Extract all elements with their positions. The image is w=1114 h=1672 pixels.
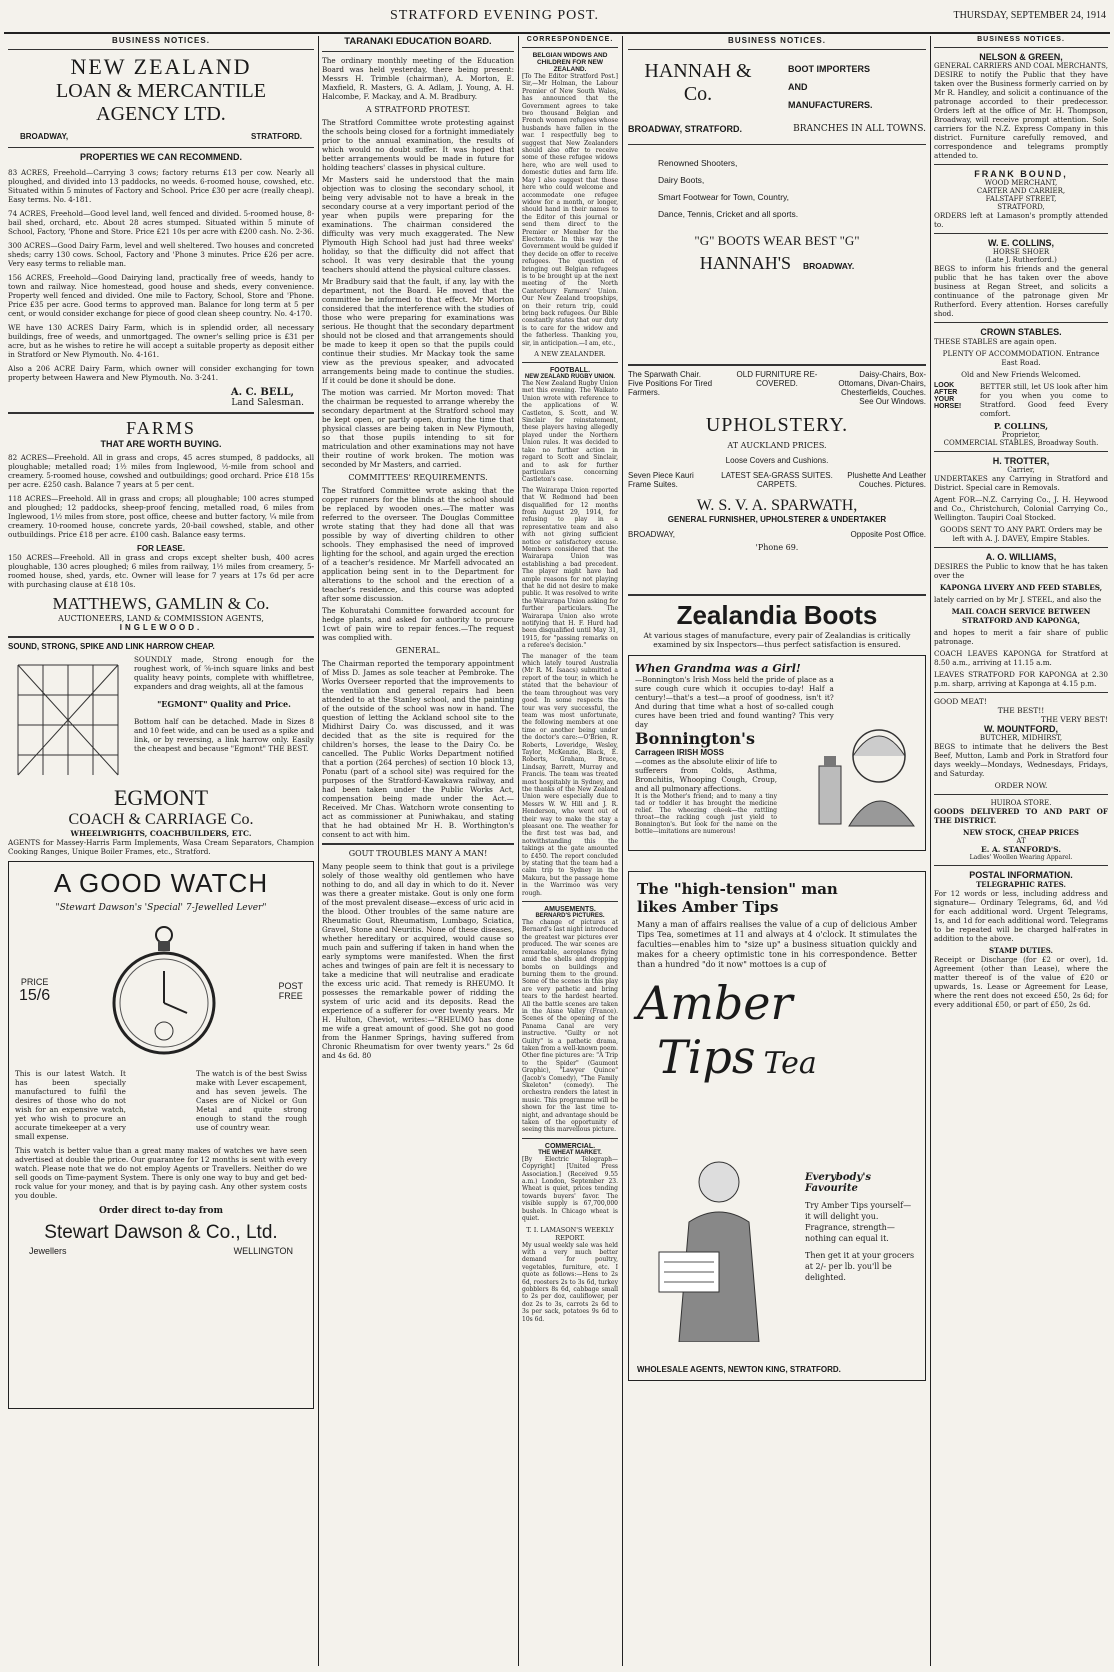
column-3 [522, 36, 618, 1666]
letter-signature: A NEW ZEALANDER. [534, 350, 606, 359]
notice-subheading: TELEGRAPHIC RATES. [976, 880, 1066, 889]
advert-text: —Bonnington's Irish Moss held the pride of place as a sure cough cure which it occupies to-day! Half a century!—that's a test—a proof of goodness, isn't it? And during that time what a host of so-called cough cures have been tried and found wanting? This very day [635, 675, 834, 729]
column-divider [518, 36, 519, 1666]
firm-name: W. E. COLLINS, [987, 238, 1054, 248]
stable-address: COMMERCIAL STABLES, Broadway South. [943, 439, 1099, 447]
bonnington-advert [628, 655, 926, 851]
article-subheading: GOUT TROUBLES MANY A MAN! [348, 849, 488, 858]
column-2 [322, 36, 514, 1666]
sparwath-advert [628, 370, 926, 590]
article-paragraph: My usual weekly sale was held with a very much better demand for poultry, vegetables, furniture, etc. I quote as follows:—Hens to 2s 6d, roosters 2s to 3s 6d, turkey gobblers 8s 6d, cabbage small to 2s per doz, cauliflower, per doz 2s to 3s, carrots 2s 6d to 3s per sack, potatoes 9s 6d to 10s 6d. [522, 1241, 618, 1323]
notice-text: PLENTY OF ACCOMMODATION. Entrance East Road. [942, 349, 1100, 367]
article-subheading: NEW ZEALAND RUGBY UNION. [524, 374, 616, 381]
advert-title: A GOOD WATCH [53, 868, 269, 898]
advert-footer: WHOLESALE AGENTS, NEWTON KING, STRATFORD. [637, 1365, 841, 1374]
farm-listing: 82 ACRES—Freehold. All in grass and crops, 45 acres stumped, 8 paddocks, all ploughable; metalled road; 1½ miles from Inglewood, ½-mile from school and creamery. 5-roomed house, cowshed and outbuildings; good orchard. Price £18 15s per acre. £250 cash. Balance 7 years at 5 per cent. [8, 453, 314, 489]
masthead [0, 8, 1114, 32]
notice-text: AT [1016, 837, 1026, 845]
furniture-offer: Seven Piece Kauri Frame Suites. [628, 471, 694, 489]
notice-text: BETTER still, let US look after him for you when you come to Stratford. Good feed Every comfort. [980, 382, 1108, 418]
notice-text: LEAVES STRATFORD FOR KAPONGA at 2.30 p.m. sharp, arriving at Kaponga at 4.15 p.m. [934, 670, 1108, 688]
firm-name: HANNAH & Co. [644, 60, 752, 105]
firm-city: WELLINGTON [233, 1246, 293, 1256]
article-paragraph: Mr Bradbury said that the fault, if any, lay with the department, not the Board. He moved that the committee be informed to that effect. Mr Morton considered that the interference with the studies of those who were preparing for examinations was serious. He thought that the secondary department should not be closed and that arrangements should be made to keep it open so that the pupils could continue their studies. Mr Mackay took the same view as the previous speaker, and advocated arrangements being made to continue the studies. If it could be done it should be done. [322, 277, 514, 385]
price-label: PRICE [20, 977, 49, 987]
firm-name: W. MOUNTFORD, [984, 724, 1058, 734]
property-listing: 83 ACRES, Freehold—Carrying 3 cows; factory returns £13 per cow. Nearly all ploughed, and divided into 13 paddocks, no weeds. 6-roomed house, cowshed, etc. Situated within 5 minutes of Factory and School. Price £30 per acre (really cheap). Easy terms. No. 4-181. [8, 168, 314, 204]
article-paragraph: Mr Masters said he understood that the main objection was to closing the secondary school, it being very advisable not to have a break in the secondary course at a very important period of the year when pupils were preparing for the examinations. The chairman considered the difficulty was very much exaggerated. The New Plymouth High School had just had three weeks' holiday, so that the difficulty did not affect that school. It was very desirable that the young teachers should attend the physical culture classes. [322, 175, 514, 274]
notice-text: THESE STABLES are again open. [934, 337, 1057, 346]
advert-text: At various stages of manufacture, every pair of Zealandias is critically examined by six Inspectors—thus perfect satisfaction is ensured. [643, 631, 911, 649]
article-paragraph: The Stratford Committee wrote asking that the copper runners for the blinds at the school should be replaced by wooden ones.—The matter was referred to the overseer. The Douglas Committee wrote stating that they had done all that was possible by way of diverting children to other schools. They emphasised the need of improved lighting for the school, and again urged the erection of a teacher's residence. Mr Marfell advocated an application being sent in to the Department for alterations to the school and the erection of a teacher's residence, and this course was adopted after some discussion. [322, 486, 514, 603]
article-subheading: BELGIAN WIDOWS AND CHILDREN FOR NEW ZEALAND. [532, 52, 608, 73]
tagline: Favourite [805, 1183, 858, 1194]
grandma-illustration [809, 716, 919, 836]
notice-text: DESIRES the Public to know that he has taken over the [934, 562, 1108, 580]
article-paragraph: The manager of the team which lately toured Australia (Mr R. M. Isaacs) submitted a report of the tour, in which he stated that the behaviour of the team throughout was very good. In some respects the tour was very successful, the team was most unfortunate, the following members at one time or another being under the doctor's care:—O'Brien, R. Roberts, Loveridge, Wesley, Taylor, McKenzie, Black, E. Roberts, Graham, Bruce, Lindsay, Barrett, Murray and Francis. The team was treated most hospitably in Sydney, and the thanks of the New Zealand Union were especially due to Messrs W. W. Hill and J. R. Henderson, who went out of their way to make the stay a pleasant one. The weather for the first test was bad, and notwithstanding this the takings at the gate amounted to £450. The report concluded by stating that the team had a calm trip to Sydney in the Makura, but the passage home in the Warrimoo was very rough. [522, 652, 618, 897]
firm-subtitle: Carrier, [1007, 466, 1035, 474]
product-name: Bonnington's [635, 729, 755, 748]
article-heading: AMUSEMENTS. [544, 906, 596, 914]
watch-advert [8, 861, 314, 1409]
article-subheading: T. I. LAMASON'S WEEKLY REPORT. [526, 1225, 614, 1242]
advert-subtitle: AT AUCKLAND PRICES. [727, 441, 827, 450]
notice-heading: LOOK AFTER YOUR HORSE! [934, 382, 962, 410]
column-4 [628, 36, 926, 1666]
article-subheading: THE WHEAT MARKET. [538, 1149, 602, 1156]
firm-trade: AND [788, 82, 808, 92]
article-paragraph: Many people seem to think that gout is a privilege solely of those wealthy old gentlemen who have nothing to do, and all day in which to do it. Never was there a greater mistake. Gout is only one form of the most prevalent disease—excess of uric acid in the blood. Other troubles of the same nature are Rheumatic Gout, Rheumatism, Lumbago, Sciatica, Gravel, Stone and Neuritis. None of these diseases, whether hereditary or acquired, would cause so much pain and suffering if taken in hand when the early symptoms were manifested. When the first aches and twinges of pain are felt it is necessary to take a medicine that will neutralise and eradicate the excess uric acid. That remedy is RHEUMO. It possesses the remarkable power of ridding the system of uric acid and its deposits. Read the experience of a sufferer for over twenty years. Mr H. Hulton, Cheviot, writes:—"RHEUMO has done me wife a great amount of good. She got no good from the Hanmer Springs, having suffered from Chronic Rheumatism for over twenty years." 2s 6d and 4s 6d. 80 [322, 862, 514, 1060]
advert-text: Try Amber Tips yourself—it will delight you. Fragrance, strength—nothing can equal it. [805, 1201, 912, 1243]
article-paragraph: The change of pictures at Bernard's last night introduced the greatest war pictures ever produced. The war scenes are remarkable, aeroplanes flying amid the shells and dropping bombs on buildings and burning them to the ground. Some of the scenes in this play are very pathetic and bring tears to the hardest hearted. All the battle scenes are taken in the Aisne Valley (France). Scenes of the opening of the Panama Canal are very instructive. "Guilty or not Guilty" is a pathetic drama, taken from a well-known poem. Other fine pictures are: "A Trip to the Spider" (Gaumont Graphic), "Lawyer Quince" (Jacob's Comedy), "The Family Skeleton" (comedy). The orchestra renders the latest in music. This programme will be shown for the last time to-night, and advantage should be taken of the opportunity of seeing this marvellous picture. [522, 919, 618, 1134]
firm-name: NELSON & GREEN, [979, 52, 1063, 62]
firm-subtitle: BUTCHER, MIDHIRST, [979, 734, 1063, 742]
amber-tips-advert [628, 871, 926, 1381]
firm-subtitle: GENERAL CARRIERS AND COAL MERCHANTS, [934, 62, 1108, 70]
notice-text: NEW STOCK, CHEAP PRICES [963, 828, 1079, 837]
firm-address: Opposite Post Office. [850, 530, 926, 539]
advert-title: Zealandia Boots [676, 600, 878, 630]
article-paragraph: The Kohuratahi Committee forwarded account for hedge plants, and asked for authority to procure 1cwt of pain wire to repair fences.—The request was complied with. [322, 606, 514, 642]
firm-subtitle: STRATFORD, [997, 203, 1045, 211]
zealandia-advert [628, 600, 926, 649]
furniture-offer: Daisy-Chairs, Box-Ottomans, Divan-Chairs, Chesterfields, Couches. See Our Windows. [838, 370, 926, 406]
notice-text: ORDER NOW. [994, 781, 1048, 790]
firm-address: BROADWAY, [628, 530, 675, 539]
slogan: "G" BOOTS WEAR BEST "G" [694, 233, 860, 248]
notice-text: Receipt or Discharge (for £2 or over), 1d. Agreement (other than Lease), where the matter thereof is of the value of £20 or upwards, 1s. Lease or Agreement for Lease, where the rent does not exceed £50, 2s 6d; for every additional £50, or part of £50, 2s 6d. [934, 955, 1108, 1009]
article-subheading: A STRATFORD PROTEST. [365, 105, 471, 114]
article-paragraph: The Chairman reported the temporary appointment of Miss D. James as sole teacher at Pembroke. The Works Overseer reported that the improvements to the ventilation and general repairs had been attended to at the Stanley school, and the painting of the outside of the school was now in hand. The question of letting the Ackland school site to the Midhirst Dairy Co. was discussed, and it was decided that as the site is required for the children's horses, the lease to the Dairy Co. be cancelled. The Public Works Department notified that a portion (264 perches) of section 10 block 13, Ponatu (part of a school site) was required for the purposes of the Stratford-Kawakawa railway, and had been taken under the Public Works Act, compensation being made under the Act.—Received. Mr Chas. Watchorn wrote consenting to act as commissioner at Puniwhakau, and stating that he had obtained Mr H. B. Worthington's consent to act with him. [322, 659, 514, 839]
harrow-quality: "EGMONT" Quality and Price. [157, 699, 291, 709]
section-heading: BUSINESS NOTICES. [112, 36, 210, 45]
firm-subtitle: WOOD MERCHANT, [984, 179, 1058, 187]
firm-subtitle: AUCTIONEERS, LAND & COMMISSION AGENTS, [58, 614, 264, 623]
newspaper-title: STRATFORD EVENING POST. [390, 8, 600, 23]
product-line: Dairy Boots, [658, 175, 705, 185]
furniture-offer: OLD FURNITURE RE-COVERED. [736, 370, 818, 388]
firm-subtitle: (Late J. Rutherford.) [985, 256, 1057, 264]
brand-name: Amber [637, 976, 793, 1030]
firm-address: BROADWAY, STRATFORD. [628, 124, 743, 134]
notice-text: DESIRE to notify the Public that they have taken over the Business formerly carried on by Mr R. Handley, and solicit a continuance of the patronage accorded to their predecessor. Orders left at the office of Mr. H. Thompson, Broadway, will receive prompt attention. Sole carriers for the N.Z. Express Company in this district. Furniture carefully removed, and correspondence and telegrams promptly attended to. [934, 70, 1108, 160]
article-paragraph: The ordinary monthly meeting of the Education Board was held yesterday, there being present: Messrs H. Trimble (chairman), A. Morton, E. Maxfield, R. Masters, G. A. Adlam, J. Young, A. H. Halcombe, F. Mackay, and A. M. Bradbury. [322, 56, 514, 101]
article-paragraph: [To The Editor Stratford Post.] Sir,—Mr Holman, the Labour Premier of New South Wales, has announced that the Government agrees to take two thousand Belgian and French women refugees whose husbands have fallen in the war. I respectfully beg to suggest that New Zealanders should also offer to receive some of these refugee widows here, who are well used to domestic duties and farm life. May I also suggest that those here who could welcome and accommodate one refugee widow for a month, or longer, should hand in their names to the Editor of this journal or send them direct to the Premier or Member for the Electorate. In this way the Government would be guided if they decide on offer to receive refugees. The question of bringing out Belgian refugees is to be brought up at the next meeting of the North Canterbury Farmers' Union. Our New Zealand troopships, on their return trip, could bring back refugees. Our Bible constantly states that our duty is to care for the widow and the fatherless. Thanking you, sir, in anticipation.—I am, etc., [522, 73, 618, 347]
firm-name: W. S. V. A. SPARWATH, [696, 497, 858, 514]
firm-name: A. O. WILLIAMS, [985, 552, 1057, 562]
firm-agents: AGENTS for Massey-Harris Farm Implements, Wasa Cream Separators, Champion Cooking Ranges, Unique Boiler Frames, etc., Stratford. [8, 838, 314, 856]
advert-title: UPHOLSTERY. [705, 414, 849, 436]
product-subtitle: Carrageen IRISH MOSS [635, 748, 724, 757]
firm-name: EGMONT [113, 785, 209, 810]
pocket-watch-icon [109, 921, 219, 1061]
tagline: Everybody's [805, 1172, 872, 1183]
article-heading: TARANAKI EDUCATION BOARD. [344, 36, 492, 47]
harrow-advert [8, 642, 314, 856]
advert-title: AGENCY LTD. [96, 103, 226, 125]
advert-text: Many a man of affairs realises the value of a cup of delicious Amber Tips Tea, sometimes at 11 and always at 4 o'clock. It stimulates the faculties—enables him to "size up" a business situation quickly and makes for a cheery optimistic tone in his correspondence. Better than a hundred "do it now" mottoes is a cup of [637, 920, 917, 969]
firm-name: E. A. STANFORD'S. [981, 845, 1061, 854]
notice-text: Agent FOR—N.Z. Carrying Co., J. H. Heywood and Co., Christchurch, Colonial Carrying Co., Wellington. Taupiri Coal Stocked. [934, 495, 1108, 522]
article-paragraph: The Wairarapa Union reported that W. Redmond had been disqualified for 12 months from August 29, 1914, for refusing to play in a representative team and also with not giving sufficient notice or satisfactory excuse. Members considered that the Wairarapa Union was establishing a bad precedent. The player might have had ample reasons for not playing that he did not desire to make public. It was resolved to write the Wairarapa Union asking for further particulars. The Wairarapa Union also wrote notifying that H. F. Hurd had been disqualified until May 31, 1915, for "passing remarks on a referee's decision." [522, 486, 618, 650]
notice-text: GOODS SENT TO ANY PART. Orders may be left with A. J. DAVEY, Empire Stables. [939, 525, 1103, 543]
advert-text: Then get it at your grocers at 2/- per lb. you'll be delighted. [805, 1251, 915, 1282]
firm-name: CROWN STABLES. [980, 327, 1062, 337]
article-subheading: COMMITTEES' REQUIREMENTS. [348, 473, 488, 482]
column-divider [930, 36, 931, 1666]
firm-branches: BRANCHES IN ALL TOWNS. [793, 124, 926, 134]
notice-heading: POSTAL INFORMATION. [969, 870, 1073, 880]
notice-text: lately carried on by Mr J. STEEL, and also the [934, 595, 1102, 604]
property-listing: 156 ACRES, Freehold—Good Dairying land, practically free of weeds, handy to town and railway. Nice homestead, good house and sheds, every convenience. Property well fenced and divided. One mile to Factory, School, Store and 'Phone. Price £35 per acre. Good terms to approved man. Balance for long term at 5 per cent, or would consider exchange for piece of good clean sheep country. No. 4-170. [8, 273, 314, 318]
column-1 [8, 36, 314, 1666]
firm-subtitle: GENERAL FURNISHER, UPHOLSTERER & UNDERTAKER [667, 515, 887, 524]
advert-subheading: THAT ARE WORTH BUYING. [100, 439, 222, 449]
notice-text: For 12 words or less, including address and signature— Ordinary Telegrams, 6d, and ½d for each additional word. Urgent Telegrams, 1s, and 1d for each additional word. Telegrams to be repeated will be charged half-rates in addition to the above. [934, 889, 1108, 943]
advert-title: FARMS [126, 418, 196, 438]
firm-name: H. TROTTER, [992, 456, 1050, 466]
notice-subheading: STAMP DUTIES. [989, 946, 1053, 955]
notice-text: BEGS to inform his friends and the general public that he has taken over the above business at Regan Street, and solicits a continuance of the patronage given Mr Rutherford. Every attention. Horses carefully shod. [934, 264, 1108, 318]
property-listing: WE have 130 ACRES Dairy Farm, which is in splendid order, all necessary buildings, free of weeds, and unmortgaged. The owner's selling price is £31 per acre, but as he wishes to retire he will accept a suitable property as deposit either in Stratford or New Plymouth. No. 4-161. [8, 323, 314, 359]
advert-heading: SOUND, STRONG, SPIKE AND LINK HARROW CHEAP. [8, 642, 215, 651]
nzlm-advert [8, 54, 314, 408]
firm-subtitle: FALSTAFF STREET, [985, 195, 1057, 203]
harrow-illustration [8, 655, 128, 785]
firm-trade: MANUFACTURERS. [788, 100, 873, 110]
advert-address: BROADWAY, [20, 132, 69, 141]
advert-address: STRATFORD. [251, 132, 302, 141]
watch-description: The watch is of the best Swiss make with Lever escapement, and has seven jewels. The Cases are of Nickel or Gun Metal and quite strong enough to stand the rough use of country wear. [196, 1069, 307, 1132]
column-divider [622, 36, 623, 1666]
man-reading-illustration [639, 1142, 789, 1342]
hannah-advert [628, 60, 926, 360]
firm-subtitle: HORSE SHOER [992, 248, 1050, 256]
watch-body: This watch is better value than a great many makes of watches we have seen advertised at double the price. Our guarantee for 12 months is sent with every watch. Please note that we do not employ Agents or Travellers. Neither do we sell goods on Time-payment System. There is only one way to buy and get bed-rock value for your money, and that is by paying cash. Any other system costs you double. [15, 1146, 307, 1200]
farms-advert [8, 418, 314, 632]
brand-name: Tea [763, 1046, 817, 1081]
firm-trade: BOOT IMPORTERS [788, 64, 871, 74]
farm-listing: 118 ACRES—Freehold. All in grass and crops; all ploughable; 100 acres stumped and ploughed; 12 paddocks, sheep-proof fencing, metalled road, 6 miles from Inglewood, 1½ miles from store, post office, cheese and butter factory, ¼ mile from creamery. 10-roomed house, concrete yards, 20-bail cowshed, stable, and other outbuildings. Price £18 per acre. £100 cash. Balance easy terms. [8, 494, 314, 539]
product-line: Smart Footwear for Town, Country, [658, 192, 790, 202]
order-text: Order direct to-day from [99, 1206, 223, 1216]
proprietor-title: Proprietor, [1001, 431, 1041, 439]
firm-address: BROADWAY. [803, 261, 855, 271]
notice-text: GOOD MEAT! [934, 697, 987, 706]
article-subheading: GENERAL. [395, 646, 441, 655]
advert-text: It is the Mother's friend; and to many a tiny tad or toddler it has brought the medicine relief. The wheezing cheek—the rattling throat—the racking cough just yield to Bonnington's. But look for the name on the bottle—imitations are numerous! [635, 793, 777, 835]
notice-text: Old and New Friends Welcomed. [961, 370, 1081, 379]
notice-text: THE VERY BEST! [1040, 715, 1108, 724]
signature: A. C. BELL, [230, 387, 294, 398]
post-label: POST [278, 981, 303, 991]
notice-text: BEGS to intimate that he delivers the Best Beef, Mutton, Lamb and Pork in Stratford four days weekly—Mondays, Wednesdays, Fridays, and Saturday. [934, 742, 1108, 778]
column-divider [318, 36, 319, 1666]
article-heading: COMMERCIAL. [544, 1142, 596, 1150]
lease-heading: FOR LEASE. [136, 544, 185, 553]
harrow-description: SOUNDLY made, Strong enough for the roughest work, of ⅝-inch square links and best quality heavy points, complete with whiffletree, expanders and drag weights, all at the famous [134, 655, 314, 691]
lease-listing: 150 ACRES—Freehold. All in grass and crops except shelter bush, 400 acres ploughable, 130 acres ploughed; 6 miles from railway, 1½ miles from creamery, 5-roomed house, shed, yards, etc. Owner will lease for 7 years at 17s 6d per acre with purchasing clause at £18 10s. [8, 553, 314, 589]
advert-heading: likes Amber Tips [637, 898, 779, 916]
column-5 [934, 36, 1108, 1666]
property-listing: 300 ACRES—Good Dairy Farm, level and well sheltered. Two houses and concreted sheds; carry 130 cows. School, Factory and 'Phone 3 minutes. Price £26 per acre. Very easy terms to reliable man. [8, 241, 314, 268]
firm-name: COACH & CARRIAGE Co. [68, 811, 254, 828]
firm-name: MATTHEWS, GAMLIN & Co. [52, 594, 270, 613]
notice-text: ORDERS left at Lamason's promptly attended to. [934, 211, 1108, 229]
furniture-offer: LATEST SEA-GRASS SUITES. CARPETS. [721, 471, 833, 489]
notice-text: MAIL COACH SERVICE BETWEEN STRATFORD AND KAPONGA, [951, 607, 1091, 625]
furniture-offer: The Sparwath Chair. Five Positions For Tired Farmers. [628, 370, 713, 397]
firm-name: HUIROA STORE. [990, 799, 1052, 807]
watch-description: This is our latest Watch. It has been specially manufactured to fulfil the desires of those who do not wish for an expensive watch, yet who wish to procure an accurate timekeeper at a very small expense. [15, 1069, 126, 1141]
brand-name: Tips [657, 1030, 756, 1084]
firm-name: HANNAH'S [699, 253, 792, 273]
advert-heading: The "high-tension" man [637, 880, 838, 898]
advert-title: NEW ZEALAND [70, 54, 252, 79]
firm-place: INGLEWOOD. [119, 623, 203, 632]
price-value: 15/6 [19, 987, 51, 1004]
section-heading: BUSINESS NOTICES. [728, 36, 826, 45]
top-rule [4, 32, 1110, 34]
advert-subtitle: Loose Covers and Cushions. [725, 456, 829, 465]
issue-date: THURSDAY, SEPTEMBER 24, 1914 [953, 10, 1106, 21]
firm-name: Stewart Dawson & Co., Ltd. [44, 1222, 278, 1243]
notice-text: GOODS DELIVERED TO AND PART OF THE DISTRICT. [934, 807, 1108, 825]
notice-text: and hopes to merit a fair share of public patronage. [934, 628, 1108, 646]
property-listing: Also a 206 ACRE Dairy Farm, which owner will consider exchanging for town property between Hawera and New Plymouth. No. 3-241. [8, 364, 314, 382]
article-paragraph: The New Zealand Rugby Union met this evening. The Waikato Union wrote with reference to the applications of W. Castleton, S. Scott, and W. Sinclair for reinstatement, these players having allegedly played under the Northern Union rules. It was decided to take no further action in regard to Scott and Sinclair, and to ask for further particulars concerning Castleton's case. [522, 380, 618, 484]
article-paragraph: The Stratford Committee wrote protesting against the schools being closed for a fortnight immediately prior to the annual examination, the results of which would no doubt suffer. It was hoped that better arrangements would be made in future for holding teachers' classes in physical culture. [322, 118, 514, 172]
firm-trade: Jewellers [29, 1246, 67, 1256]
firm-name: FRANK BOUND, [974, 169, 1068, 179]
proprietor-name: P. COLLINS, [993, 421, 1049, 431]
article-heading: FOOTBALL. [549, 367, 591, 375]
notice-text: COACH LEAVES KAPONGA for Stratford at 8.50 a.m., arriving at 11.15 a.m. [934, 649, 1108, 667]
article-paragraph: The motion was carried. Mr Morton moved: That the chairman be requested to arrange whereby the secondary department at the Stratford school may be kept open, or partly open, during the time that physical classes are being taken in New Plymouth, so that those pupils intending to sit for matriculation and other examinations may not have their routine of work broken. The motion was seconded by Mr Masters, and carried. [322, 388, 514, 469]
notice-text: THE BEST!! [997, 706, 1045, 715]
article-heading: CORRESPONDENCE. [526, 36, 614, 43]
firm-subtitle: WHEELWRIGHTS, COACHBUILDERS, ETC. [70, 829, 252, 838]
firm-phone: 'Phone 69. [755, 543, 799, 552]
furniture-offer: Plushette And Leather Couches. Pictures. [847, 471, 926, 489]
article-paragraph: [By Electric Telegraph—Copyright] [United Press Association.] (Received 9.55 a.m.) London, September 23. Wheat is quiet, prices tending towards buyers' favor. The visible supply is 67,700,000 bushels. In Chicago wheat is quiet. [522, 1155, 618, 1223]
signature-title: Land Salesman. [231, 398, 304, 408]
product-line: Renowned Shooters, [658, 158, 738, 168]
advert-title: LOAN & MERCANTILE [56, 80, 266, 102]
advert-heading: When Grandma was a Girl! [635, 662, 801, 675]
advert-subtitle: "Stewart Dawson's 'Special' 7-Jewelled Lever" [55, 903, 267, 913]
harrow-description: Bottom half can be detached. Made in Sizes 8 and 10 feet wide, and can be used as a spike and link, or by reversing, a link harrow only. Easily the cheapest and because "Egmont" THE BEST. [134, 717, 314, 753]
notice-text: UNDERTAKES any Carrying in Stratford and District. Special care in Removals. [934, 474, 1108, 492]
product-line: Dance, Tennis, Cricket and all sports. [658, 209, 799, 219]
firm-subtitle: CARTER AND CARRIER, [976, 187, 1066, 195]
notice-text: KAPONGA LIVERY AND FEED STABLES, [939, 583, 1103, 592]
notice-text: Ladies' Woollen Wearing Apparel. [969, 854, 1073, 861]
article-subheading: BERNARD'S PICTURES. [535, 913, 605, 920]
section-heading: BUSINESS NOTICES. [977, 36, 1065, 43]
advert-subheading: PROPERTIES WE CAN RECOMMEND. [79, 152, 242, 162]
advert-text: —comes as the absolute elixir of life to sufferers from Colds, Asthma, Bronchitis, Whooping Cough, Croup, and all pulmonary affections. [635, 757, 777, 793]
free-label: FREE [278, 991, 303, 1001]
property-listing: 74 ACRES, Freehold—Good level land, well fenced and divided. 5-roomed house, 8-bail shed, orchard, etc. About 28 acres stumped. Situated within 5 minute of School, Factory, 'Phone and Store. Price £21 10s per acre with £200 cash. No. 2-36. [8, 209, 314, 236]
